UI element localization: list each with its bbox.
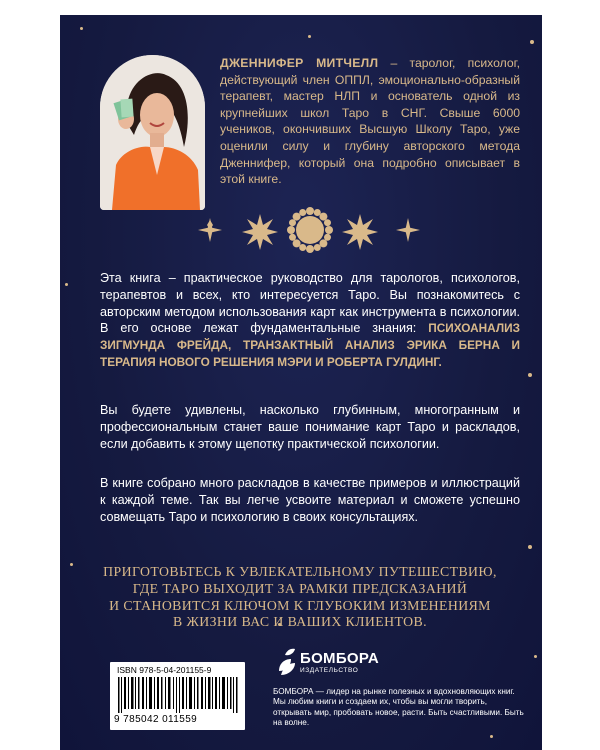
description-text: Эта книга – практическое руководство для тарологов, психологов, терапевтов и всех, кто интересуется Таро. Вы познакомитесь с авторским методом использования карт как инструмента в психологии. В его основе лежат фундаментальные знания: [100, 271, 520, 336]
author-portrait-illustration [100, 55, 205, 210]
star-dot [530, 40, 534, 44]
description-paragraph-3: В книге собрано много раскладов в качестве примеров и иллюстраций к каждой теме. Так вы легче усвоите материал и сможете успешно совмещать Таро и психологию в своих консультациях. [100, 476, 520, 524]
description-paragraph-1 [100, 270, 520, 371]
description-paragraph-2: Вы будете удивлены, насколько глубинным, многогранным и профессиональным станет ваше понимание карт Таро и раскладов, если добавить к этому щепотку практической психологии. [100, 403, 520, 451]
tagline-line: И СТАНОВИТСЯ КЛЮЧОМ К ГЛУБОКИМ ИЗМЕНЕНИЯМ [109, 597, 491, 613]
publisher-description: БОМБОРА — лидер на рынке полезных и вдохновляющих книг. Мы любим книги и создаем их, чтобы вы могли творить, открывать мир, пробовать новое, расти. Быть счастливыми. Быть на волне. [273, 687, 524, 728]
author-bio-text: – таролог, психолог, действующий член ОППЛ, эмоционально-образный терапевт, мастер НЛП и основатель одной из крупнейших школ Таро в СНГ. Свыше 6000 учеников, окончивших Высшую Школу Таро, уже оценили силу и глубину авторского метода Дженнифер, который она подробно описывает в этой книге. [220, 56, 520, 187]
barcode-digits: 9 785042 011559 [114, 714, 198, 725]
star-dot [70, 563, 73, 566]
star-dot [528, 373, 532, 377]
tagline [90, 564, 510, 631]
barcode-bars [118, 677, 238, 713]
star-dot [528, 545, 532, 549]
star-dot [490, 735, 493, 738]
author-name: ДЖЕННИФЕР МИТЧЕЛЛ [220, 56, 379, 70]
sun-and-stars-ornament [190, 200, 420, 260]
isbn-number: ISBN 978-5-04-201155-9 [117, 665, 212, 675]
star-dot [80, 27, 83, 30]
tagline-line: В ЖИЗНИ ВАС И ВАШИХ КЛИЕНТОВ. [173, 614, 427, 630]
publisher-name: БОМБОРА [300, 650, 380, 667]
author-bio [220, 55, 520, 188]
tagline-line: ГДЕ ТАРО ВЫХОДИТ ЗА РАМКИ ПРЕДСКАЗАНИЙ [132, 580, 468, 596]
star-dot [308, 35, 311, 38]
publisher-subtitle: ИЗДАТЕЛЬСТВО [300, 667, 359, 674]
author-photo [100, 55, 205, 210]
star-dot [65, 283, 68, 286]
description-highlight: ПСИХОАНАЛИЗ ЗИГМУНДА ФРЕЙДА, ТРАНЗАКТНЫЙ АНАЛИЗ ЭРИКА БЕРНА И ТЕРАПИЯ НОВОГО РЕШЕНИЯ МЭРИ И РОБЕРТА ГУЛДИНГ. [100, 321, 520, 369]
tagline-line: ПРИГОТОВЬТЕСЬ К УВЛЕКАТЕЛЬНОМУ ПУТЕШЕСТВИЮ, [103, 564, 497, 579]
book-back-cover [60, 15, 542, 750]
isbn-barcode [110, 662, 245, 730]
star-dot [534, 655, 537, 658]
